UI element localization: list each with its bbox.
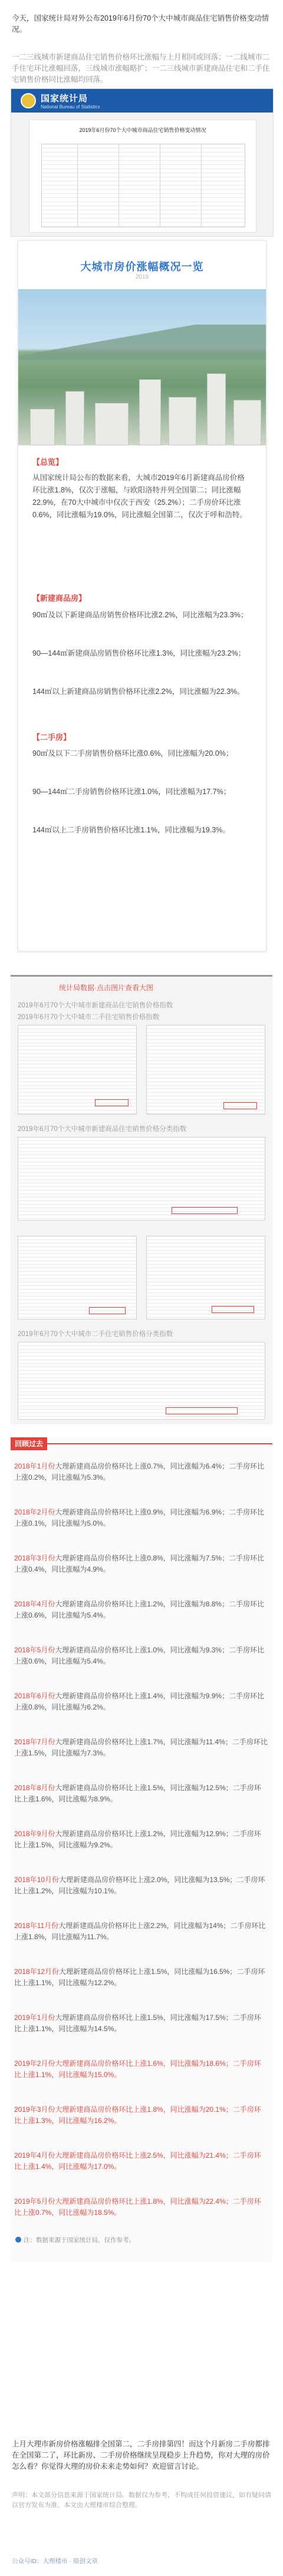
review-item	[14, 1507, 268, 1529]
review-date: 2018年7月份	[14, 1738, 55, 1746]
review-text: 大理新建商品房价格环比上涨0.8%，同比涨幅为7.5%；二手房环比上涨0.4%，同比涨幅为4.9%。	[14, 1554, 265, 1573]
review-date: 2018年6月份	[14, 1692, 55, 1700]
overview-heading: 【总览】	[32, 458, 64, 467]
review-text: 大理新建商品房价格环比上涨1.8%，同比涨幅为20.1%；二手房环比上涨1.3%，同比涨幅为16.2%。	[14, 2105, 261, 2125]
review-date: 2019年1月份	[14, 2013, 55, 2022]
review-date: 2018年12月份	[14, 1967, 60, 1976]
review-item	[14, 1645, 268, 1667]
review-date: 2018年1月份	[14, 1462, 55, 1470]
card-subtitle: 2019	[135, 274, 149, 280]
used-homes-line: 90㎡及以下二手房销售价格环比涨0.6%，同比涨幅为20.0%；	[32, 749, 233, 758]
review-text: 大理新建商品房价格环比上涨1.5%，同比涨幅为16.5%；二手房环比上涨1.1%，同比涨幅为12.2%。	[14, 1967, 265, 1987]
nbs-logo-icon	[21, 93, 36, 108]
review-item	[14, 2196, 268, 2218]
review-text: 大理新建商品房价格环比上涨0.7%，同比涨幅为6.4%；二手房环比上涨0.2%，同比涨幅为5.3%。	[14, 1462, 265, 1482]
review-date: 2018年9月份	[14, 1830, 55, 1838]
nbs-document	[29, 120, 256, 233]
review-item	[14, 1874, 268, 1897]
review-item	[14, 1691, 268, 1713]
review-text: 大理新建商品房价格环比上涨2.0%，同比涨幅为13.5%；二手房环比上涨1.2%，同比涨幅为10.1%。	[14, 1876, 265, 1895]
review-text: 大理新建商品房价格环比上涨1.2%，同比涨幅为12.9%；二手房环比上涨1.5%，同比涨幅为9.2%。	[14, 1830, 261, 1849]
review-date: 2018年8月份	[14, 1784, 55, 1792]
review-text: 大理新建商品房价格环比上涨1.5%，同比涨幅为17.5%；二手房环比上涨1.1%，同比涨幅为14.5%。	[14, 2013, 261, 2033]
review-text: 大理新建商品房价格环比上涨1.8%，同比涨幅为22.4%；二手房环比上涨0.7%，同比涨幅为18.5%。	[14, 2197, 261, 2217]
review-item	[14, 2104, 268, 2127]
index-table-image[interactable]	[18, 1342, 265, 1420]
new-homes-line: 90㎡及以下新建商品房销售价格环比涨2.2%，同比涨幅为23.3%；	[32, 611, 248, 619]
disclaimer: 声明：本文部分信息来源于国家统计局。数据仅为参考，不构成任何投资建议，如有疑问请以官方发布为准。本文由大理楼市综合整理。	[12, 2492, 271, 2509]
gallery-caption: 2019年6月70个大中城市二手住宅销售价格指数	[18, 1014, 160, 1021]
gallery-caption: 2019年6月70个大中城市二手住宅销售价格分类指数	[18, 1331, 173, 1338]
review-item	[14, 1783, 268, 1805]
review-text: 大理新建商品房价格环比上涨1.6%，同比涨幅为18.6%；二手房环比上涨1.1%，同比涨幅为15.0%。	[14, 2059, 261, 2079]
review-text: 大理新建商品房价格环比上涨0.9%，同比涨幅为6.9%；二手房环比上涨0.1%，同比涨幅为5.0%。	[14, 1508, 265, 1527]
nbs-header	[11, 89, 273, 113]
review-item	[14, 1920, 268, 1943]
intro	[12, 13, 271, 85]
index-table-image[interactable]	[18, 1137, 265, 1221]
nbs-document-title: 2019年6月份70个大中城市商品住宅销售价格变动情况	[79, 127, 206, 133]
review-item	[14, 1461, 268, 1483]
nbs-name-en: National Bureau of Statistics	[41, 104, 100, 110]
outro-paragraph: 上月大理市新房价格涨幅排全国第二，二手房排第四！而这个月新房二手房都排在全国第二了，环比新房、二手房价格继续呈现稳步上升趋势，你对大理的房价怎么看？你觉得大理的房价未来走势如何？欢迎留言讨论。	[12, 2440, 270, 2471]
image-gallery	[11, 975, 272, 1424]
intro-quote: 一二三线城市新建商品住宅销售价格环比涨幅与上月相同或回落；一二线城市二手住宅环比涨幅回落，三线城市涨幅略扩；一二三线城市新建商品住宅和二手住宅销售价格同比涨幅均回落。	[12, 53, 270, 84]
used-homes-heading: 【二手房】	[32, 733, 71, 742]
review-text: 大理新建商品房价格环比上涨1.5%，同比涨幅为12.5%；二手房环比上涨1.6%，同比涨幅为8.9%。	[14, 1784, 261, 1803]
review-tag: 回顾过去	[11, 1437, 47, 1450]
index-table-image[interactable]	[146, 1025, 265, 1115]
review-item	[14, 1828, 268, 1851]
review-date: 2018年3月份	[14, 1554, 55, 1562]
review-text: 大理新建商品房价格环比上涨1.7%，同比涨幅为11.4%；二手房环比上涨1.5%，同比涨幅为7.3%。	[14, 1738, 268, 1757]
card-title: 大城市房价涨幅概况一览	[80, 261, 204, 273]
overview-text: 从国家统计局公布的数据来看，大城市2019年6月新建商品房价格环比涨1.8%，仅次于涨幅，与欧阳洛特并列全国第二；同比涨幅22.9%，在70大中城市中仅次于西安（25.2%）；二手房价环比涨0.6%，同比涨幅为19.0%，同比涨幅全国第二，仅次于呼和浩特。	[32, 474, 247, 519]
nbs-website-screenshot[interactable]	[11, 88, 274, 237]
review-item	[14, 2012, 268, 2035]
summary-card	[18, 240, 266, 951]
index-table-image[interactable]	[18, 1236, 137, 1320]
new-homes-line: 144㎡以上新建商品房销售价格环比涨2.2%，同比涨幅为22.3%。	[32, 687, 245, 696]
review-date: 2018年4月份	[14, 1600, 55, 1608]
nbs-document-table	[41, 144, 245, 227]
new-homes-heading: 【新建商品房】	[32, 594, 87, 603]
gallery-label: 统计局数据·点击图片查看大图	[59, 984, 153, 992]
review-divider	[47, 1443, 272, 1444]
gallery-caption: 2019年6月70个大中城市新建商品住宅销售价格指数	[18, 1002, 173, 1009]
footer: 公众号ID：大理楼市 · 原创文章	[12, 2558, 98, 2565]
review-item	[14, 2150, 268, 2172]
info-icon	[15, 2237, 21, 2243]
review-item	[14, 1737, 268, 1759]
gallery-caption: 2019年6月70个大中城市新建商品住宅销售价格分类指数	[18, 1126, 187, 1133]
used-homes-line: 90—144㎡二手房销售价格环比涨1.0%，同比涨幅为17.7%；	[32, 788, 231, 796]
review-text: 大理新建商品房价格环比上涨1.4%，同比涨幅为9.9%；二手房环比上涨0.8%，同比涨幅为6.2%。	[14, 1692, 265, 1711]
review-item	[14, 1966, 268, 1989]
review-date: 2019年4月份	[14, 2151, 55, 2160]
review-date: 2019年5月份	[14, 2197, 55, 2205]
review-date: 2018年2月份	[14, 1508, 55, 1516]
review-date: 2019年3月份	[14, 2105, 55, 2114]
used-homes-line: 144㎡以上二手房销售价格环比涨1.1%，同比涨幅为19.3%。	[32, 826, 230, 834]
review-date: 2019年2月份	[14, 2059, 55, 2068]
nbs-name-cn: 国家统计局	[41, 94, 88, 104]
index-table-image[interactable]	[18, 1025, 137, 1115]
new-homes-line: 90—144㎡新建商品房销售价格环比涨1.3%，同比涨幅为23.2%；	[32, 649, 246, 657]
review-date: 2018年11月份	[14, 1922, 59, 1930]
review-text: 大理新建商品房价格环比上涨2.5%，同比涨幅为21.4%；二手房环比上涨1.4%，同比涨幅为17.0%。	[14, 2151, 261, 2171]
intro-paragraph: 今天，国家统计局对外公布2019年6月份70个大中城市商品住宅销售价格变动情况。	[12, 14, 269, 34]
review-date: 2018年5月份	[14, 1646, 55, 1654]
review-text: 大理新建商品房价格环比上涨1.2%，同比涨幅为8.8%；二手房环比上涨0.6%，同比涨幅为5.4%。	[14, 1600, 265, 1619]
review-text: 大理新建商品房价格环比上涨2.2%，同比涨幅为14%；二手房环比上涨1.8%，同比涨幅为11.7%。	[14, 1922, 266, 1941]
review-section	[11, 1437, 272, 2262]
review-text: 大理新建商品房价格环比上涨1.0%，同比涨幅为9.3%；二手房环比上涨0.6%，同比涨幅为5.4%。	[14, 1646, 265, 1665]
review-item	[14, 1553, 268, 1575]
review-date: 2018年10月份	[14, 1876, 60, 1884]
index-table-image[interactable]	[146, 1236, 265, 1320]
review-item	[14, 1599, 268, 1621]
review-item	[14, 2058, 268, 2081]
source-note: 注：数据来源于国家统计局，仅作参考。	[15, 2236, 135, 2244]
city-photo	[18, 289, 266, 445]
